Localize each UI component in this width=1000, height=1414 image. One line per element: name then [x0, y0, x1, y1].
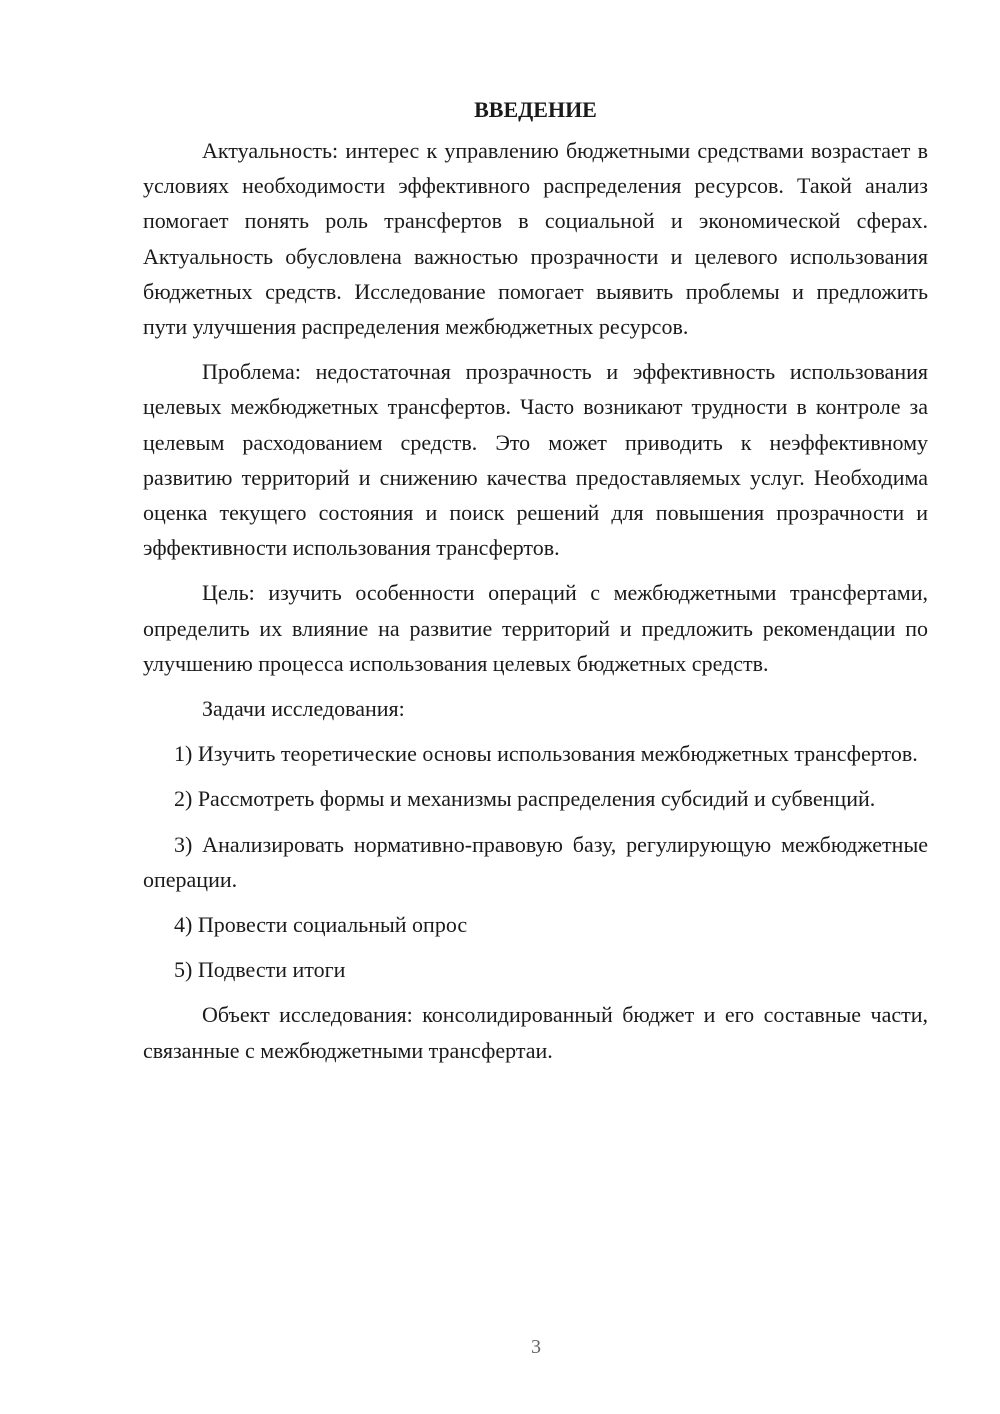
paragraph-object: Объект исследования: консолидированный бюджет и его составные части, связанные с межбюджетными трансфертаи. [143, 1002, 928, 1063]
paragraph-problem: Проблема: недостаточная прозрачность и эффективность использования целевых межбюджетных трансфертов. Часто возникают трудности в контроле за целевым расходованием средств. Это может приводить к неэффективному развитию территорий и снижению качества предоставляемых услуг. Необходима оценка текущего состояния и поиск решений для повышения прозрачности и эффективности использования трансфертов. [143, 359, 928, 561]
page-number: 3 [531, 1336, 541, 1358]
list-item-task-1: 1) Изучить теоретические основы использования межбюджетных трансфертов. [174, 741, 918, 767]
section-heading: ВВЕДЕНИЕ [474, 97, 597, 122]
list-item-task-4: 4) Провести социальный опрос [174, 912, 468, 938]
tasks-heading: Задачи исследования: [202, 696, 405, 722]
paragraph-relevance: Актуальность: интерес к управлению бюджетными средствами возрастает в условиях необходимости эффективного распределения ресурсов. Такой анализ помогает понять роль трансфертов в социальной и экономической сферах. Актуальность обусловлена важностью прозрачности и целевого использования бюджетных средств. Исследование помогает выявить проблемы и предложить пути улучшения распределения межбюджетных ресурсов. [143, 138, 928, 340]
list-item-task-3: 3) Анализировать нормативно-правовую базу, регулирующую межбюджетные операции. [143, 831, 928, 892]
page-content [143, 92, 928, 1078]
paragraph-goal: Цель: изучить особенности операций с межбюджетными трансфертами, определить их влияние на развитие территорий и предложить рекомендации по улучшению процесса использования целевых бюджетных средств. [143, 580, 928, 676]
list-item-task-5: 5) Подвести итоги [174, 957, 346, 983]
list-item-task-2: 2) Рассмотреть формы и механизмы распределения субсидий и субвенций. [174, 786, 876, 812]
